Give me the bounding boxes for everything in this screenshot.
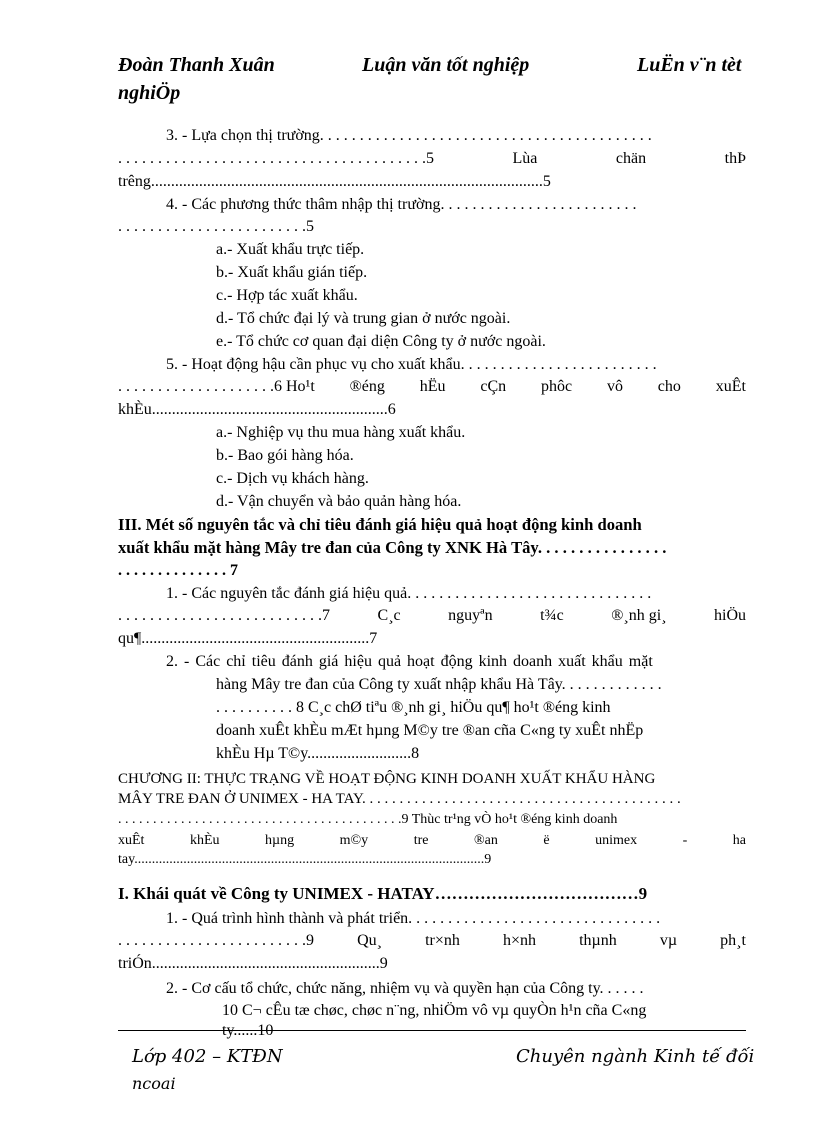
toc-chapter-ii-end: tay....................................................................................................9	[118, 852, 492, 867]
toc-item-i-2-end: ty......10	[222, 1022, 274, 1039]
toc-dots: . . . . . . . . . . . . . . . . . . . .6 Ho¹t	[118, 378, 315, 395]
toc-item-3-cont	[118, 149, 746, 169]
toc-word: Qu¸	[357, 932, 382, 949]
toc-item-i-1: 1. - Quá trình hình thành và phát triển. . . . . . . . . . . . . . . . . . . . . . . . . . . . . . . .	[166, 910, 661, 927]
toc-word: xuÊt	[715, 378, 746, 395]
toc-word: vµ	[659, 932, 678, 949]
toc-word: m©y	[339, 833, 369, 848]
toc-word: h×nh	[502, 932, 536, 949]
toc-word: ®éng	[349, 378, 385, 395]
toc-word: Lùa	[512, 150, 538, 167]
toc-section-i: I. Khái quát về Công ty UNIMEX - HATAY………………………………9	[118, 884, 648, 903]
toc-word: thÞ	[724, 150, 746, 167]
toc-word: chän	[615, 150, 647, 167]
header-author: Đoàn Thanh Xuân	[118, 54, 275, 76]
toc-dots: . . . . . . . . . . . . . . . . . . . . . . . . . .7	[118, 607, 330, 624]
toc-item-iii-2-garbled: . . . . . . . . . . 8 C¸c chØ tiªu ®¸nh gi¸ hiÖu qu¶ ho¹t ®éng kinh	[216, 699, 611, 716]
toc-subitem: c.- Dịch vụ khách hàng.	[216, 470, 369, 487]
toc-item-4-cont: . . . . . . . . . . . . . . . . . . . . . . . .5	[118, 218, 314, 235]
header-title-garbled-cont: nghiÖp	[118, 82, 181, 104]
toc-chapter-ii: CHƯƠNG II: THỰC TRẠNG VỀ HOẠT ĐỘNG KINH DOANH XUẤT KHẨU HÀNG	[118, 771, 656, 787]
toc-word: ë	[543, 833, 550, 848]
toc-word: C¸c	[377, 607, 401, 624]
toc-subitem: a.- Nghiệp vụ thu mua hàng xuất khẩu.	[216, 424, 466, 441]
toc-word: ph¸t	[720, 932, 746, 949]
toc-word: hËu	[419, 378, 446, 395]
toc-item-i-1-cont	[118, 931, 746, 951]
footer-class-cont: ncoai	[132, 1074, 176, 1093]
toc-item-4: 4. - Các phương thức thâm nhập thị trường. . . . . . . . . . . . . . . . . . . . . . . . .	[166, 196, 637, 213]
toc-item-3: 3. - Lựa chọn thị trường. . . . . . . . . . . . . . . . . . . . . . . . . . . . . . . . . . . . . . . . . .	[166, 127, 652, 144]
header-title-garbled: LuËn v¨n tèt	[637, 54, 742, 76]
toc-item-iii-1: 1. - Các nguyên tắc đánh giá hiệu quả. . . . . . . . . . . . . . . . . . . . . . . . . . . . . . .	[166, 585, 652, 602]
toc-word: xuÊt	[118, 833, 145, 848]
toc-subitem: a.- Xuất khẩu trực tiếp.	[216, 241, 365, 258]
toc-word: tre	[413, 833, 429, 848]
toc-word: hiÖu	[714, 607, 746, 624]
toc-dots: . . . . . . . . . . . . . . . . . . . . . . . .9	[118, 932, 314, 949]
toc-section-iii-cont: xuất khẩu mặt hàng Mây tre đan của Công ty XNK Hà Tây. . . . . . . . . . . . . . . .	[118, 538, 667, 557]
toc-word: ha	[732, 833, 746, 848]
toc-item-3-end: trêng..................................................................................................5	[118, 173, 551, 190]
toc-section-iii: III. Mét số nguyên tắc và chỉ tiêu đánh giá hiệu quả hoạt động kinh doanh	[118, 515, 642, 534]
toc-item-iii-2-cont: hàng Mây tre đan của Công ty xuất nhập khẩu Hà Tây. . . . . . . . . . . . .	[216, 676, 662, 693]
toc-item-5: 5. - Hoạt động hậu cần phục vụ cho xuất khẩu. . . . . . . . . . . . . . . . . . . . . . . . .	[166, 356, 657, 373]
toc-word: ®an	[473, 833, 498, 848]
toc-word: hµng	[265, 833, 295, 848]
toc-word: cho	[657, 378, 681, 395]
toc-word: thµnh	[579, 932, 617, 949]
toc-item-iii-2: 2. - Các chỉ tiêu đánh giá hiệu quả hoạt động kinh doanh xuất khẩu mặt	[166, 653, 653, 670]
toc-subitem: d.- Vận chuyển và bảo quản hàng hóa.	[216, 493, 462, 510]
toc-word: t¾c	[540, 607, 564, 624]
toc-chapter-ii-cont: MÂY TRE ĐAN Ở UNIMEX - HA TAY. . . . . . . . . . . . . . . . . . . . . . . . . . . . . . . . . . . . . . . . . . .	[118, 791, 681, 807]
toc-word: cÇn	[480, 378, 507, 395]
toc-subitem: d.- Tổ chức đại lý và trung gian ở nước ngoài.	[216, 310, 511, 327]
toc-chapter-ii-garbled: . . . . . . . . . . . . . . . . . . . . . . . . . . . . . . . . . . . . . . . . .9 Thùc tr¹ng vÒ ho¹t ®éng kinh doanh	[118, 812, 618, 827]
toc-chapter-ii-garbled-2	[118, 831, 746, 851]
header-title: Luận văn tốt nghiệp	[362, 54, 530, 76]
toc-word: nguyªn	[448, 607, 493, 624]
toc-word: vô	[606, 378, 623, 395]
toc-item-iii-1-cont	[118, 606, 746, 626]
toc-item-i-1-end: triÓn.........................................................9	[118, 955, 388, 972]
toc-word: phôc	[541, 378, 573, 395]
toc-item-iii-1-end: qu¶.........................................................7	[118, 630, 378, 647]
toc-subitem: c.- Hợp tác xuất khẩu.	[216, 287, 358, 304]
toc-word: unimex	[595, 833, 638, 848]
toc-subitem: b.- Xuất khẩu gián tiếp.	[216, 264, 368, 281]
toc-dots: . . . . . . . . . . . . . . . . . . . . . . . . . . . . . . . . . . . . . . .5	[118, 150, 434, 167]
toc-item-5-end: khÈu...........................................................6	[118, 401, 396, 418]
toc-item-iii-2-garbled: doanh xuÊt khÈu mÆt hµng M©y tre ®an cña C«ng ty xuÊt nhËp	[216, 722, 644, 739]
toc-item-5-cont	[118, 377, 746, 397]
toc-item-i-2-garbled: 10 C¬ cÊu tæ chøc, chøc n¨ng, nhiÖm vô vµ quyÒn h¹n cña C«ng	[222, 1002, 647, 1019]
toc-subitem: e.- Tổ chức cơ quan đại diện Công ty ở nước ngoài.	[216, 333, 546, 350]
toc-subitem: b.- Bao gói hàng hóa.	[216, 447, 354, 464]
toc-word: -	[682, 833, 688, 848]
footer-class: Lớp 402 – KTĐN	[132, 1046, 283, 1067]
toc-item-iii-2-garbled: khÈu Hµ T©y..........................8	[216, 745, 420, 762]
toc-word: ®¸nh gi¸	[611, 607, 667, 624]
toc-item-i-2: 2. - Cơ cấu tổ chức, chức năng, nhiệm vụ và quyền hạn của Công ty. . . . . .	[166, 980, 644, 997]
footer-major: Chuyên ngành Kinh tế đối	[516, 1046, 755, 1067]
toc-section-iii-page: . . . . . . . . . . . . . . 7	[118, 562, 238, 579]
toc-word: tr×nh	[425, 932, 460, 949]
toc-word: khÈu	[189, 833, 220, 848]
footer-rule	[118, 1030, 746, 1031]
